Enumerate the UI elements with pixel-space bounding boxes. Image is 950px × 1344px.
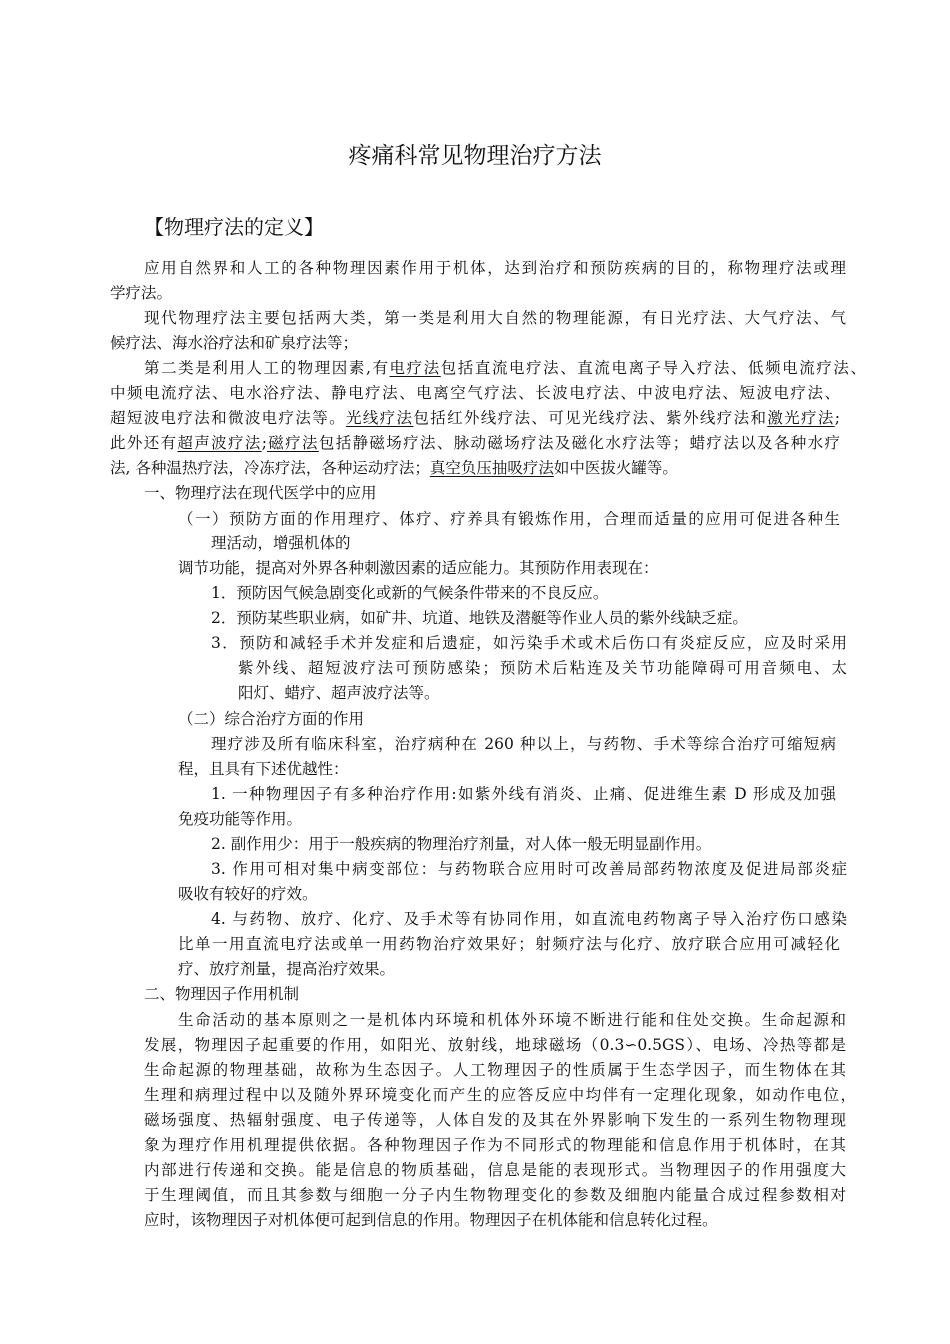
text-segment: 紫外线、超短波疗法可预防感染；预防术后粘连及关节功能障碍可用音频电、太 [238, 659, 847, 677]
text-segment: 学疗法。 [110, 284, 173, 302]
text-line [110, 457, 678, 479]
text-segment: ; [261, 434, 267, 452]
text-segment: 程，且具有下述优越性： [178, 760, 349, 778]
text-segment: 2. 副作用少：用于一般疾病的物理治疗剂量，对人体一般无明显副作用。 [211, 835, 712, 853]
text-line [144, 983, 299, 1005]
text-segment: 3．预防和减轻手术并发症和后遗症，如污染手术或术后伤口有炎症反应，应及时采用 [211, 634, 847, 652]
text-segment: 4. 与药物、放疗、化疗、及手术等有协同作用，如直流电药物离子导入治疗伤口感染 [211, 910, 847, 928]
text-segment: 生命起源的物理基础，故称为生态因子。人工物理因子的性质属于生态学因子，而生物体在其 [144, 1061, 846, 1079]
text-segment: 1．预防因气候急剧变化或新的气候条件带来的不良反应。 [211, 584, 609, 602]
text-line [144, 1134, 846, 1156]
text-segment: 免疫功能等作用。 [178, 810, 303, 828]
text-line [211, 632, 847, 654]
text-segment: 二、物理因子作用机制 [144, 985, 300, 1003]
underlined-term: 磁疗法 [266, 434, 319, 452]
text-line [211, 582, 608, 604]
text-segment: 法, 各种温热疗法，冷冻疗法，各种运动疗法； [110, 459, 430, 477]
text-segment: 2．预防某些职业病，如矿井、坑道、地铁及潜艇等作业人员的紫外线缺乏症。 [211, 609, 748, 627]
text-line [144, 1034, 846, 1056]
text-line [178, 883, 318, 905]
underlined-term: 电疗法 [389, 359, 441, 377]
text-segment: ; [834, 409, 840, 427]
text-segment: 第二类是利用人工的物理因素,有 [144, 359, 390, 377]
underlined-term: 激光疗法 [767, 409, 835, 427]
text-line [178, 708, 364, 730]
text-segment: 中频电流疗法、电水浴疗法、静电疗法、电离空气疗法、长波电疗法、中波电疗法、短波电疗法、 [110, 384, 840, 402]
text-line [178, 557, 659, 579]
text-segment: 疗、放疗剂量，提高治疗效果。 [178, 960, 396, 978]
text-segment: （一）预防方面的作用理疗、体疗、疗养具有锻炼作用，合理而适量的应用可促进各种生 [178, 510, 840, 528]
text-segment: 调节功能，提高对外界各种刺激因素的适应能力。其预防作用表现在： [178, 559, 659, 577]
text-line [144, 1059, 846, 1081]
text-line [144, 307, 846, 329]
text-line [144, 1159, 846, 1181]
text-line [178, 758, 349, 780]
underlined-term: 超声波疗法 [177, 434, 262, 452]
text-segment: 包括静磁场疗法、脉动磁场疗法及磁化水疗法等；蜡疗法以及各种水疗 [318, 434, 840, 452]
text-segment: 象为理疗作用机理提供依据。各种物理因子作为不同形式的物理能和信息作用于机体时，在其 [144, 1136, 846, 1154]
text-line [144, 1184, 846, 1206]
text-segment: 此外还有 [110, 434, 178, 452]
text-line [110, 407, 840, 429]
text-segment: 于生理阈值，而且其参数与细胞一分子内生物物理变化的参数及细胞内能量合成过程参数相对 [144, 1186, 846, 1204]
text-line [178, 808, 302, 830]
text-line [110, 332, 358, 354]
text-line [211, 858, 847, 880]
text-segment: 1. 一种物理因子有多种治疗作用:如紫外线有消炎、止痛、促进维生素 D 形成及加强 [211, 785, 836, 803]
text-line [144, 482, 377, 504]
text-segment: 应用自然界和人工的各种物理因素作用于机体，达到治疗和预防疾病的目的，称物理疗法或理 [144, 259, 846, 277]
text-segment: 生理和病理过程中以及随外界环境变化而产生的应答反应中均伴有一定理化现象，如动作电位， [144, 1086, 856, 1104]
text-line [144, 357, 866, 379]
text-segment: 应时，该物理因子对机体便可起到信息的作用。物理因子在机体能和信息转化过程。 [144, 1211, 718, 1229]
text-line [144, 257, 846, 279]
document-title: 疼痛科常见物理治疗方法 [348, 143, 602, 169]
text-line [238, 682, 440, 704]
text-segment: （二）综合治疗方面的作用 [178, 710, 365, 728]
text-line [144, 1209, 718, 1231]
text-segment: 磁场强度、热辐射强度、电子传递等，人体自发的及其在外界影响下发生的一系列生物物理现 [144, 1111, 846, 1129]
text-segment: 发展，物理因子起重要的作用，如阳光、放射线，地球磁场（0.3∽0.5GS）、电场、冷热等都是 [144, 1036, 846, 1054]
underlined-term: 真空负压抽吸疗法 [429, 459, 554, 477]
text-segment: 阳灯、蜡疗、超声波疗法等。 [238, 684, 440, 702]
text-segment: 如中医拔火罐等。 [553, 459, 678, 477]
text-line [110, 382, 840, 404]
section-heading: 【物理疗法的定义】 [144, 215, 324, 239]
text-segment: 理疗涉及所有临床科室，治疗病种在 260 种以上，与药物、手术等综合治疗可缩短病 [211, 735, 836, 753]
text-line [211, 532, 351, 554]
text-line [144, 1109, 846, 1131]
text-line [238, 657, 847, 679]
text-line [211, 908, 847, 930]
text-line [211, 783, 836, 805]
text-line [178, 933, 840, 955]
text-segment: 现代物理疗法主要包括两大类，第一类是利用大自然的物理能源，有日光疗法、大气疗法、气 [144, 309, 846, 327]
text-segment: 比单一用直流电疗法或单一用药物治疗效果好；射频疗法与化疗、放疗联合应用可减轻化 [178, 935, 840, 953]
text-segment: 一、物理疗法在现代医学中的应用 [144, 484, 377, 502]
text-line [211, 733, 836, 755]
text-segment: 内部进行传递和交换。能是信息的物质基础，信息是能的表现形式。当物理因子的作用强度大 [144, 1161, 846, 1179]
text-line [211, 833, 711, 855]
text-line [211, 607, 748, 629]
text-line [110, 282, 172, 304]
text-segment: 理活动，增强机体的 [211, 534, 351, 552]
text-segment: 3. 作用可相对集中病变部位：与药物联合应用时可改善局部药物浓度及促进局部炎症 [211, 860, 847, 878]
text-segment: 包括红外线疗法、可见光线疗法、紫外线疗法和 [413, 409, 768, 427]
text-line [110, 432, 840, 454]
text-segment: 候疗法、海水浴疗法和矿泉疗法等； [110, 334, 359, 352]
text-line [178, 1009, 846, 1031]
text-segment: 吸收有较好的疗效。 [178, 885, 318, 903]
text-line [144, 1084, 856, 1106]
text-segment: 生命活动的基本原则之一是机体内环境和机体外环境不断进行能和住处交换。生命起源和 [178, 1011, 846, 1029]
text-line [178, 958, 395, 980]
underlined-term: 光线疗法 [345, 409, 414, 427]
text-segment: 超短波电疗法和微波电疗法等。 [110, 409, 346, 427]
text-line [178, 508, 840, 530]
text-segment: 包括直流电疗法、直流电离子导入疗法、低频电流疗法、 [440, 359, 866, 377]
